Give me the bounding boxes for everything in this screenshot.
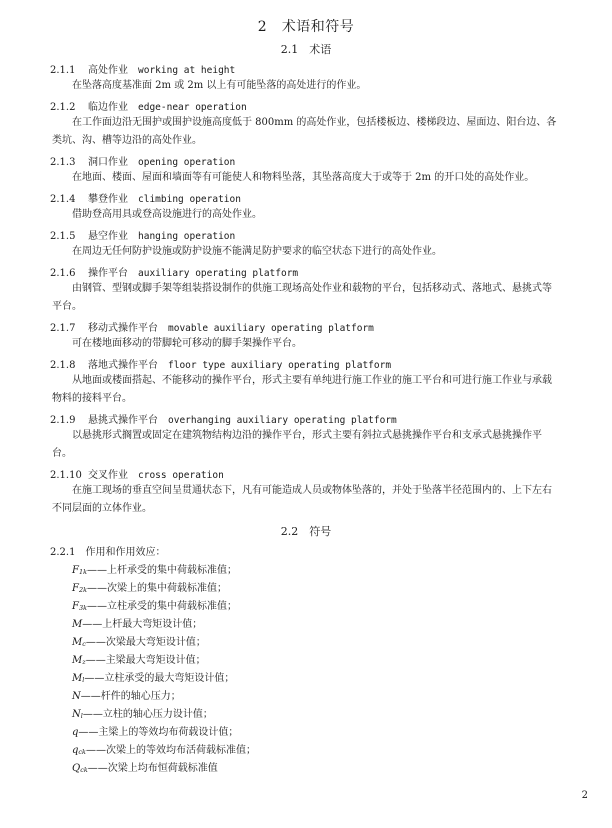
symbol-subscript: ck (78, 748, 86, 756)
term-english: movable auxiliary operating platform (168, 323, 374, 334)
term-number: 2.1.1 (50, 65, 76, 76)
term-chinese: 交叉作业 (88, 470, 128, 481)
term-heading (50, 61, 235, 76)
page-number: 2 (581, 790, 588, 801)
symbol-description: ——次梁上均布恒荷载标准值 (87, 763, 218, 774)
term-number: 2.1.3 (50, 157, 76, 168)
term-heading (50, 319, 374, 334)
symbol-entry (72, 597, 237, 612)
symbol-subscript: l (82, 676, 85, 684)
term-english: cross operation (138, 470, 224, 481)
term-english: hanging operation (138, 231, 236, 242)
symbol-description: ——主梁上的等效均布荷载设计值； (78, 727, 239, 738)
symbol-subscript: c (82, 640, 86, 648)
term-english: working at height (138, 65, 236, 76)
symbol-letter: M (72, 637, 83, 648)
term-chinese: 洞口作业 (88, 157, 128, 168)
term-definition: 在施工现场的垂直空间呈贯通状态下，凡有可能造成人员或物体坠落的，并处于坠落半径范围内的、上下左右不同层面的立体作业。 (52, 485, 552, 514)
section-title-symbols: 2.2 符号 (280, 525, 332, 538)
term-number: 2.1.10 (50, 470, 82, 481)
term-heading (50, 227, 235, 242)
term-number: 2.1.7 (50, 323, 76, 334)
term-heading (50, 190, 241, 205)
term-heading (50, 466, 224, 481)
term-chinese: 落地式操作平台 (88, 360, 158, 371)
term-definition: 在周边无任何防护设施或防护设施不能满足防护要求的临空状态下进行的高处作业。 (72, 246, 442, 257)
symbol-subscript: ck (80, 766, 88, 774)
symbol-entry (72, 705, 213, 720)
symbol-description: ——次梁上的等效均布活荷载标准值； (86, 745, 256, 756)
symbol-description: ——立柱的轴心压力设计值； (82, 709, 213, 720)
symbol-entry (72, 561, 237, 576)
term-chinese: 悬空作业 (88, 231, 128, 242)
term-number: 2.1.8 (50, 360, 76, 371)
symbol-description: ——上杆最大弯矩设计值； (82, 619, 203, 630)
symbol-letter: M (72, 619, 83, 630)
term-english: floor type auxiliary operating platform (168, 360, 392, 371)
term-definition: 以悬挑形式搁置或固定在建筑物结构边沿的操作平台，形式主要有斜拉式悬挑操作平台和支承式悬挑操作平台。 (52, 430, 542, 459)
term-number: 2.1.4 (50, 194, 76, 205)
term-heading (50, 264, 298, 279)
term-number: 2.1.9 (50, 415, 76, 426)
symbol-entry (72, 759, 218, 774)
symbol-description: ——上杆承受的集中荷载标准值； (87, 565, 238, 576)
symbol-entry (72, 651, 206, 666)
symbol-subscript: l (80, 712, 83, 720)
term-number: 2.1.5 (50, 231, 76, 242)
symbol-entry (72, 615, 202, 630)
term-english: overhanging auxiliary operating platform (168, 415, 397, 426)
symbol-entry (72, 687, 181, 702)
term-english: edge-near operation (138, 102, 247, 113)
term-definition: 由钢管、型钢或脚手架等组装搭设制作的供施工现场高处作业和载物的平台，包括移动式、落地式、悬挑式等平台。 (52, 283, 552, 312)
symbol-description: ——杆件的轴心压力； (80, 691, 181, 702)
term-definition: 在工作面边沿无围护或围护设施高度低于 800mm 的高处作业，包括楼板边、楼梯段边、屋面边、阳台边、各类坑、沟、槽等边沿的高处作业。 (52, 117, 557, 146)
section-title-terms: 2.1 术语 (280, 43, 332, 56)
symbol-entry (72, 669, 234, 684)
symbol-letter: F (72, 583, 79, 594)
term-chinese: 临边作业 (88, 102, 128, 113)
symbol-letter: N (72, 709, 81, 720)
term-definition: 借助登高用具或登高设施进行的高处作业。 (72, 209, 262, 220)
term-heading (50, 98, 247, 113)
term-heading (50, 356, 391, 371)
term-english: climbing operation (138, 194, 241, 205)
symbol-letter: q (72, 745, 79, 756)
symbol-letter: q (72, 727, 79, 738)
symbol-description: ——主梁最大弯矩设计值； (85, 655, 206, 666)
symbol-subscript: 3k (78, 604, 88, 612)
term-definition: 在坠落高度基准面 2m 或 2m 以上有可能坠落的高处进行的作业。 (72, 80, 367, 91)
term-definition: 从地面或楼面搭起、不能移动的操作平台，形式主要有单纯进行施工作业的施工平台和可进行施工作业与承载物料的接料平台。 (52, 375, 552, 404)
symbol-letter: F (72, 601, 79, 612)
symbol-letter: N (72, 691, 81, 702)
symbols-subheading: 2.2.1 作用和作用效应： (50, 547, 166, 558)
symbol-description: ——次梁上的集中荷载标准值； (87, 583, 228, 594)
symbol-subscript: 2k (78, 586, 88, 594)
term-definition: 在地面、楼面、屋面和墙面等有可能使人和物料坠落，其坠落高度大于或等于 2m 的开口处的高处作业。 (72, 172, 535, 183)
symbol-letter: M (72, 673, 83, 684)
term-chinese: 操作平台 (88, 268, 128, 279)
symbol-description: ——立柱承受的集中荷载标准值； (87, 601, 238, 612)
symbol-letter: F (72, 565, 79, 576)
term-chinese: 高处作业 (88, 65, 128, 76)
term-english: opening operation (138, 157, 236, 168)
symbol-letter: M (72, 655, 83, 666)
symbol-description: ——次梁最大弯矩设计值； (85, 637, 206, 648)
term-chinese: 移动式操作平台 (88, 323, 158, 334)
term-number: 2.1.6 (50, 268, 76, 279)
term-number: 2.1.2 (50, 102, 76, 113)
symbol-description: ——立柱承受的最大弯矩设计值； (84, 673, 235, 684)
term-heading (50, 153, 235, 168)
term-english: auxiliary operating platform (138, 268, 299, 279)
term-heading (50, 411, 397, 426)
symbol-letter: Q (72, 763, 81, 774)
term-chinese: 悬挑式操作平台 (88, 415, 158, 426)
symbol-entry (72, 579, 227, 594)
symbol-entry (72, 741, 256, 756)
symbol-entry (72, 723, 238, 738)
symbol-subscript: 1k (78, 568, 88, 576)
term-chinese: 攀登作业 (88, 194, 128, 205)
symbol-subscript: z (82, 658, 86, 666)
symbol-entry (72, 633, 206, 648)
chapter-title: 2 术语和符号 (257, 19, 355, 35)
term-definition: 可在楼地面移动的带脚轮可移动的脚手架操作平台。 (72, 338, 302, 349)
